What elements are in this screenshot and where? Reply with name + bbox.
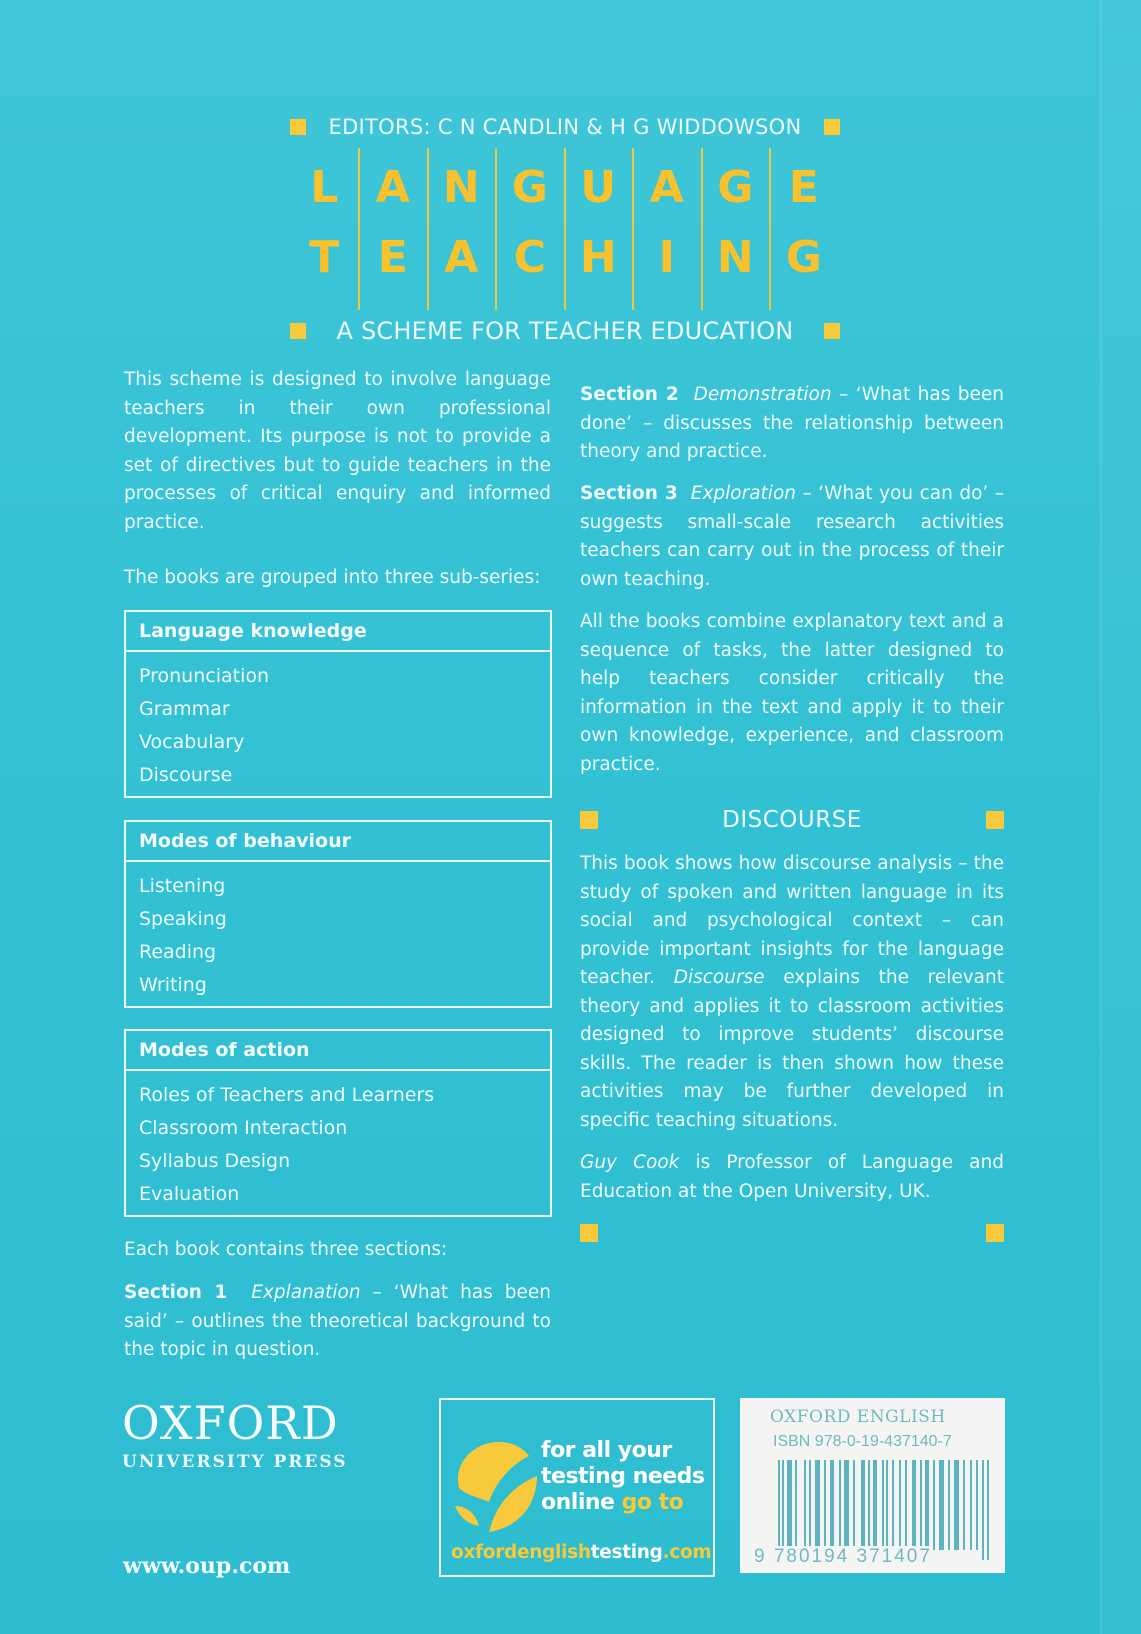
title-letter: G	[511, 162, 548, 213]
series-item: Syllabus Design	[139, 1150, 291, 1172]
description-book-name: Discourse	[673, 967, 765, 988]
section-text: – ‘What you can do’ – suggests small-scale research activities teachers can carry out in the process of their own teaching.	[580, 483, 1004, 590]
book-title-line	[580, 805, 1004, 835]
series-item: Speaking	[139, 908, 227, 930]
series-list	[126, 652, 550, 796]
section-label: Section 2	[580, 384, 679, 405]
author-name: Guy Cook	[580, 1152, 680, 1173]
spine-shadow	[1102, 0, 1141, 1634]
title-letter: E	[788, 162, 819, 213]
oxford-english-testing-ad	[439, 1398, 715, 1577]
end-marks	[580, 1224, 1004, 1242]
series-item: Listening	[139, 875, 226, 897]
series-item: Writing	[139, 974, 207, 996]
series-item: Roles of Teachers and Learners	[139, 1084, 435, 1106]
section2-paragraph	[580, 381, 1004, 467]
tagline-white: online	[541, 1490, 622, 1515]
series-item: Discourse	[139, 764, 233, 786]
isbn-number: ISBN 978-0-19-437140-7	[773, 1433, 952, 1450]
title-letter: H	[579, 232, 617, 283]
barcode-digits: 9 780194 371407	[754, 1546, 932, 1567]
author-bio	[580, 1149, 1004, 1206]
series-title: Language knowledge	[126, 612, 550, 652]
series-box-language-knowledge	[124, 610, 552, 798]
editors-text: EDITORS: C N CANDLIN & H G WIDDOWSON	[328, 115, 802, 139]
yellow-square-icon	[824, 323, 840, 339]
publisher-sub: UNIVERSITY PRESS	[122, 1452, 348, 1472]
section-name: Demonstration	[693, 384, 832, 405]
series-box-modes-of-action	[124, 1029, 552, 1217]
series-title: Modes of behaviour	[126, 822, 550, 862]
book-description	[580, 850, 1004, 1135]
description-text: explains the relevant theory and applies it to classroom activities designed to improve students’ discourse skills. The reader is then shown how these activities may be further developed in specific teaching situations.	[580, 967, 1004, 1131]
editors-line	[290, 114, 840, 140]
tagline-line	[541, 1490, 705, 1516]
author-bio-text: is Professor of Language and Education at the Open University, UK.	[580, 1152, 1004, 1202]
oxford-university-press-logo	[122, 1398, 348, 1472]
series-item: Vocabulary	[139, 731, 245, 753]
title-letter: G	[785, 232, 822, 283]
section-text: – ‘What has been done’ – discusses the relationship between theory and practice.	[580, 384, 1004, 462]
series-box-modes-of-behaviour	[124, 820, 552, 1008]
tagline-yellow: go to	[621, 1490, 684, 1515]
subtitle-line	[290, 316, 840, 346]
tagline-line: for all your	[541, 1438, 672, 1463]
url-part: .com	[662, 1542, 712, 1563]
section-label: Section 1	[124, 1282, 228, 1303]
title-letter: I	[658, 232, 675, 283]
tagline-line: testing needs	[541, 1464, 705, 1489]
section-name: Exploration	[690, 483, 796, 504]
url-part: oxfordenglish	[451, 1542, 591, 1563]
isbn-barcode-box	[740, 1398, 1005, 1573]
subtitle-text: A SCHEME FOR TEACHER EDUCATION	[336, 317, 794, 345]
series-list	[126, 1071, 550, 1215]
description-text: This book shows how discourse analysis – the study of spoken and written language in its social and psychological context – can provide important insights for the language teacher.	[580, 853, 1004, 988]
yellow-square-icon	[986, 1224, 1004, 1242]
series-item: Pronunciation	[139, 665, 270, 687]
barcode-icon	[778, 1460, 994, 1560]
title-row-teaching	[290, 228, 838, 288]
title-letter: C	[513, 232, 546, 283]
title-letter: A	[375, 162, 410, 213]
series-item: Evaluation	[139, 1183, 240, 1205]
section1-paragraph	[124, 1279, 551, 1365]
yellow-square-icon	[824, 119, 840, 135]
series-title	[290, 148, 838, 310]
series-item: Reading	[139, 941, 217, 963]
publisher-url[interactable]: www.oup.com	[123, 1553, 291, 1579]
url-part: testing	[590, 1542, 663, 1563]
grouped-intro: The books are grouped into three sub-series:	[124, 567, 541, 588]
testing-tagline	[541, 1438, 705, 1516]
yellow-square-icon	[290, 119, 306, 135]
testing-url[interactable]	[451, 1542, 711, 1563]
title-letter: T	[309, 232, 340, 283]
title-letter: L	[310, 162, 339, 213]
series-list	[126, 862, 550, 1006]
title-letter: N	[442, 162, 480, 213]
series-item: Classroom Interaction	[139, 1117, 348, 1139]
sections-intro: Each book contains three sections:	[124, 1239, 448, 1260]
combine-paragraph: All the books combine explanatory text and a sequence of tasks, the latter designed to help teachers consider critically the information in the text and apply it to their own knowledge, experience, and classroom practice.	[580, 611, 1004, 775]
series-title: Modes of action	[126, 1031, 550, 1071]
title-letter: A	[444, 232, 479, 283]
title-row-language	[290, 158, 838, 218]
yellow-square-icon	[580, 1224, 598, 1242]
intro-paragraph: This scheme is designed to involve language teachers in their own professional development. Its purpose is not to provide a set of directives but to guide teachers in the processes of critical enquiry and informed practice.	[124, 369, 551, 533]
yellow-square-icon	[290, 323, 306, 339]
title-letter: U	[580, 162, 617, 213]
section-label: Section 3	[580, 483, 678, 504]
yellow-square-icon	[580, 811, 598, 829]
title-letter: G	[717, 162, 754, 213]
title-letter: A	[649, 162, 684, 213]
title-letter: N	[716, 232, 754, 283]
publisher-name: OXFORD	[122, 1396, 339, 1450]
imprint-label: OXFORD ENGLISH	[770, 1407, 946, 1427]
section3-paragraph	[580, 480, 1004, 594]
testing-check-logo-icon	[451, 1436, 539, 1534]
title-letter: E	[377, 232, 408, 283]
series-item: Grammar	[139, 698, 230, 720]
book-title: DISCOURSE	[722, 807, 862, 833]
yellow-square-icon	[986, 811, 1004, 829]
section-name: Explanation	[251, 1282, 361, 1303]
section-text: – ‘What has been said’ – outlines the theoretical background to the topic in question.	[124, 1282, 551, 1360]
